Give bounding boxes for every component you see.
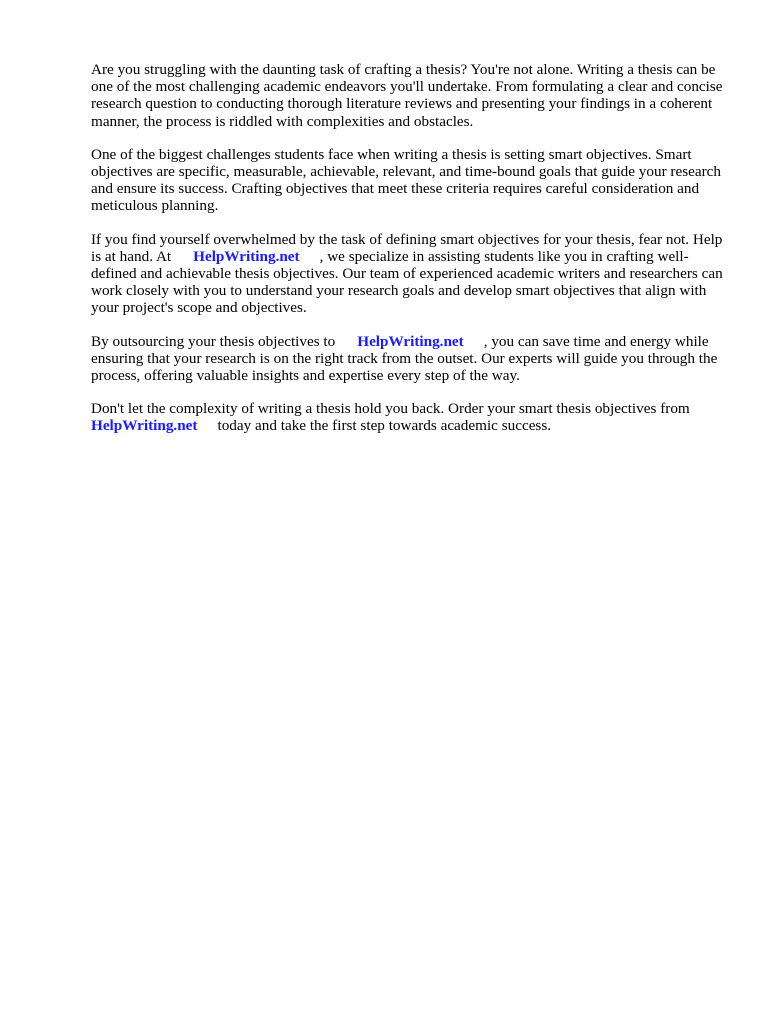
paragraph-outsourcing-text-end: , you can save time and energy while ensuring that your research is on the right track from the outset. Our experts will guide you through the process, offering valuable insights and expertise every step of the way. — [91, 332, 718, 385]
document-page — [91, 61, 723, 451]
paragraph-outsourcing-text-start: By outsourcing your thesis objectives to — [91, 332, 336, 350]
helpwriting-link-2[interactable]: HelpWriting.net — [357, 332, 464, 350]
paragraph-call-to-action-text-start: Don't let the complexity of writing a thesis hold you back. Order your smart thesis objectives from — [91, 400, 690, 418]
helpwriting-link-1[interactable]: HelpWriting.net — [193, 247, 300, 265]
paragraph-outsourcing — [91, 333, 723, 385]
paragraph-help-offer-text-start: If you find yourself overwhelmed by the task of defining smart objectives for your thesis, fear not. Help is at hand. At — [91, 230, 723, 265]
paragraph-call-to-action — [91, 400, 723, 434]
helpwriting-link-3[interactable]: HelpWriting.net — [91, 417, 198, 435]
paragraph-help-offer — [91, 231, 723, 317]
paragraph-intro — [91, 61, 723, 130]
paragraph-intro-text: Are you struggling with the daunting task of crafting a thesis? You're not alone. Writing a thesis can be one of the most challenging academic endeavors you'll undertake. From formulating a clear and concise research question to conducting thorough literature reviews and presenting your findings in a coherent manner, the process is riddled with complexities and obstacles. — [91, 61, 723, 130]
paragraph-smart-objectives-text: One of the biggest challenges students face when writing a thesis is setting smart objectives. Smart objectives are specific, measurable, achievable, relevant, and time-bound goals that guide your research and ensure its success. Crafting objectives that meet these criteria requires careful consideration and meticulous planning. — [91, 145, 722, 215]
paragraph-help-offer-text-end: , we specialize in assisting students like you in crafting well-defined and achievable thesis objectives. Our team of experienced academic writers and researchers can work closely with you to understand your research goals and develop smart objectives that align with your project's scope and objectives. — [91, 247, 723, 317]
paragraph-call-to-action-text-end: today and take the first step towards academic success. — [217, 417, 552, 435]
paragraph-smart-objectives — [91, 146, 723, 215]
